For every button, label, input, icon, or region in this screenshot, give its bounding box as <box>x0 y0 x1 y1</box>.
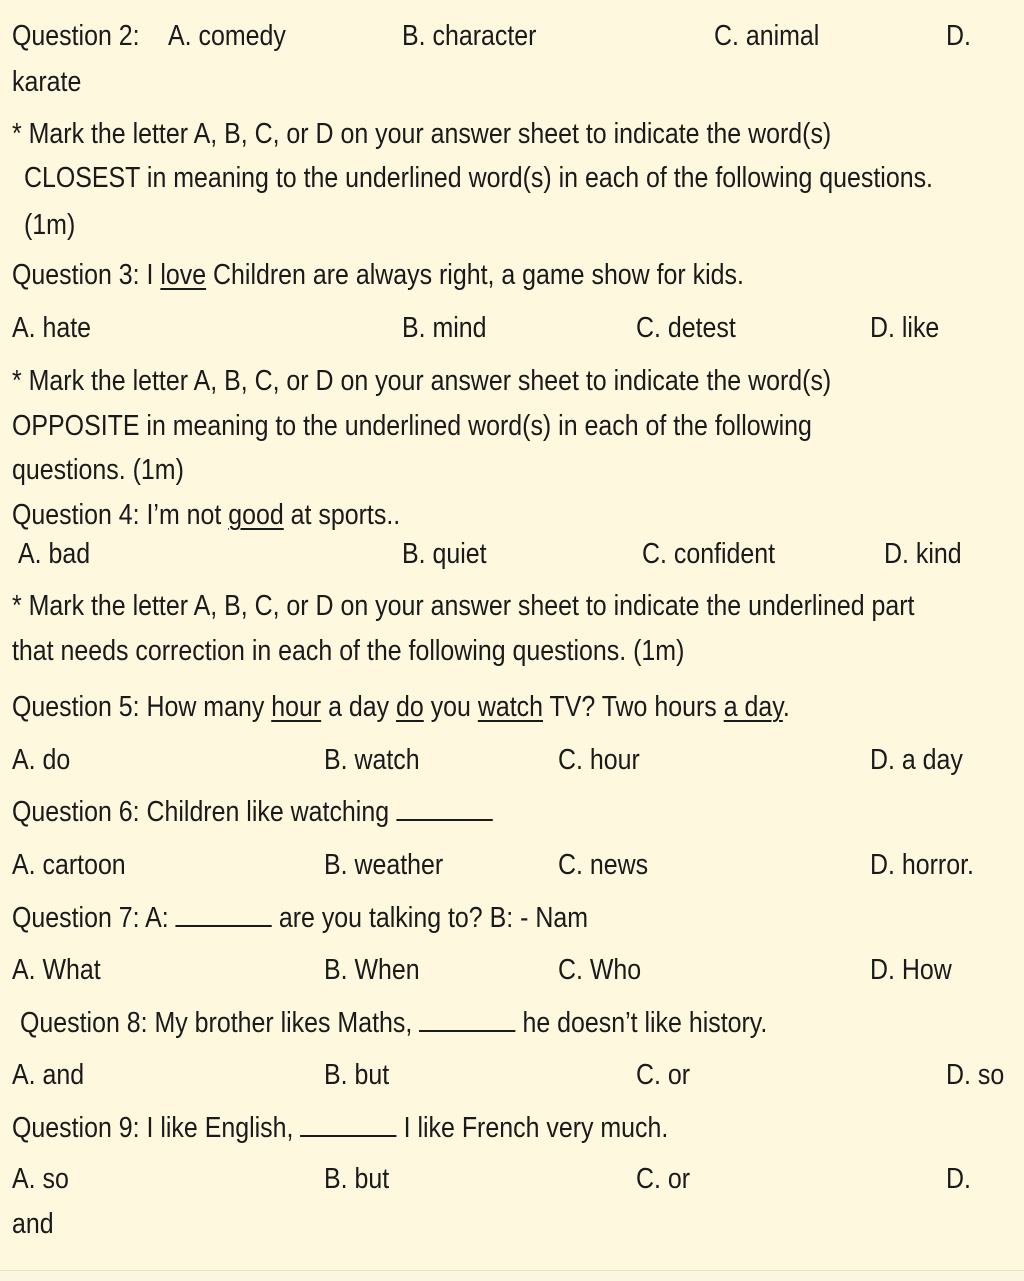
question-2-option-d-continued: karate <box>12 66 82 98</box>
instruction-correction-line-1: * Mark the letter A, B, C, or D on your answer sheet to indicate the underlined part <box>12 590 915 622</box>
question-3-stem-pre: Question 3: I <box>12 259 161 291</box>
question-9-stem-post: I like French very much. <box>396 1112 669 1144</box>
question-2-option-c: C. animal <box>714 20 820 52</box>
question-5-option-c: C. hour <box>558 744 640 776</box>
question-6-option-c: C. news <box>558 849 649 881</box>
instruction-correction-line-2: that needs correction in each of the following questions. (1m) <box>12 635 685 667</box>
question-3-underlined-word: love <box>160 259 207 291</box>
question-5-option-a: A. do <box>12 744 71 776</box>
question-6-option-a: A. cartoon <box>12 849 126 881</box>
question-7-stem-post: are you talking to? B: - Nam <box>271 902 588 934</box>
instruction-closest-line-1: * Mark the letter A, B, C, or D on your answer sheet to indicate the word(s) <box>12 118 832 150</box>
question-7-blank <box>176 903 272 927</box>
question-8-option-c: C. or <box>636 1059 691 1091</box>
question-6-blank <box>396 797 492 821</box>
question-8-option-a: A. and <box>12 1059 85 1091</box>
question-4-underlined-word: good <box>228 499 284 531</box>
question-3-option-c: C. detest <box>636 312 736 344</box>
question-8-option-b: B. but <box>324 1059 390 1091</box>
question-3-option-d: D. like <box>870 312 940 344</box>
question-4-option-c: C. confident <box>642 538 776 570</box>
question-5-underlined-a-day: a day <box>723 691 783 723</box>
question-5-underlined-watch: watch <box>477 691 543 723</box>
question-2-option-d: D. <box>946 20 971 52</box>
instruction-opposite-line-3: questions. (1m) <box>12 454 184 486</box>
question-5-underlined-hour: hour <box>271 691 322 723</box>
question-7-option-a: A. What <box>12 954 101 986</box>
question-9-option-a: A. so <box>12 1163 69 1195</box>
question-5-option-d: D. a day <box>870 744 963 776</box>
instruction-opposite-line-1: * Mark the letter A, B, C, or D on your answer sheet to indicate the word(s) <box>12 365 832 397</box>
question-9-blank <box>300 1113 396 1137</box>
question-7-option-b: B. When <box>324 954 420 986</box>
question-6-stem-text: Question 6: Children like watching <box>12 796 397 828</box>
question-8-option-d: D. so <box>946 1059 1005 1091</box>
question-9-option-d-continued: and <box>12 1208 54 1240</box>
question-8-stem-post: he doesn’t like history. <box>515 1007 768 1039</box>
question-5-stem-part-5: . <box>782 691 790 723</box>
question-2-option-b: B. character <box>402 20 537 52</box>
question-6-option-b: B. weather <box>324 849 444 881</box>
question-9-option-c: C. or <box>636 1163 691 1195</box>
question-5-stem-part-3: you <box>423 691 478 723</box>
question-9-stem-pre: Question 9: I like English, <box>12 1112 301 1144</box>
question-4-stem-pre: Question 4: I’m not <box>12 499 229 531</box>
question-9-option-b: B. but <box>324 1163 390 1195</box>
question-5-stem-part-4: TV? Two hours <box>542 691 724 723</box>
instruction-closest-line-2: CLOSEST in meaning to the underlined word(s) in each of the following questions. <box>24 162 933 194</box>
question-9-stem <box>12 1110 668 1146</box>
instruction-closest-line-3: (1m) <box>24 209 76 241</box>
question-4-option-b: B. quiet <box>402 538 487 570</box>
question-8-blank <box>419 1008 515 1032</box>
question-2-option-a: A. comedy <box>168 20 286 52</box>
question-5-underlined-do: do <box>396 691 424 723</box>
question-8-stem <box>20 1005 767 1041</box>
question-5-stem-part-1: Question 5: How many <box>12 691 272 723</box>
question-5-stem-part-2: a day <box>321 691 397 723</box>
question-3-stem <box>12 257 744 293</box>
question-3-stem-post: Children are always right, a game show for kids. <box>206 259 744 291</box>
question-3-option-a: A. hate <box>12 312 92 344</box>
question-6-option-d: D. horror. <box>870 849 974 881</box>
question-7-option-d: D. How <box>870 954 952 986</box>
question-5-option-b: B. watch <box>324 744 420 776</box>
question-4-stem-post: at sports.. <box>283 499 401 531</box>
question-2-label: Question 2: <box>12 20 140 52</box>
instruction-opposite-line-2: OPPOSITE in meaning to the underlined word(s) in each of the following <box>12 410 812 442</box>
question-4-option-d: D. kind <box>884 538 962 570</box>
question-5-stem <box>12 689 790 725</box>
question-3-option-b: B. mind <box>402 312 487 344</box>
question-6-stem <box>12 794 492 830</box>
question-4-option-a: A. bad <box>18 538 91 570</box>
question-4-stem <box>12 497 400 533</box>
question-9-option-d: D. <box>946 1163 971 1195</box>
question-8-stem-pre: Question 8: My brother likes Maths, <box>20 1007 420 1039</box>
question-7-stem-pre: Question 7: A: <box>12 902 176 934</box>
question-7-stem <box>12 900 588 936</box>
page-bottom-edge <box>0 1270 1024 1281</box>
question-7-option-c: C. Who <box>558 954 642 986</box>
